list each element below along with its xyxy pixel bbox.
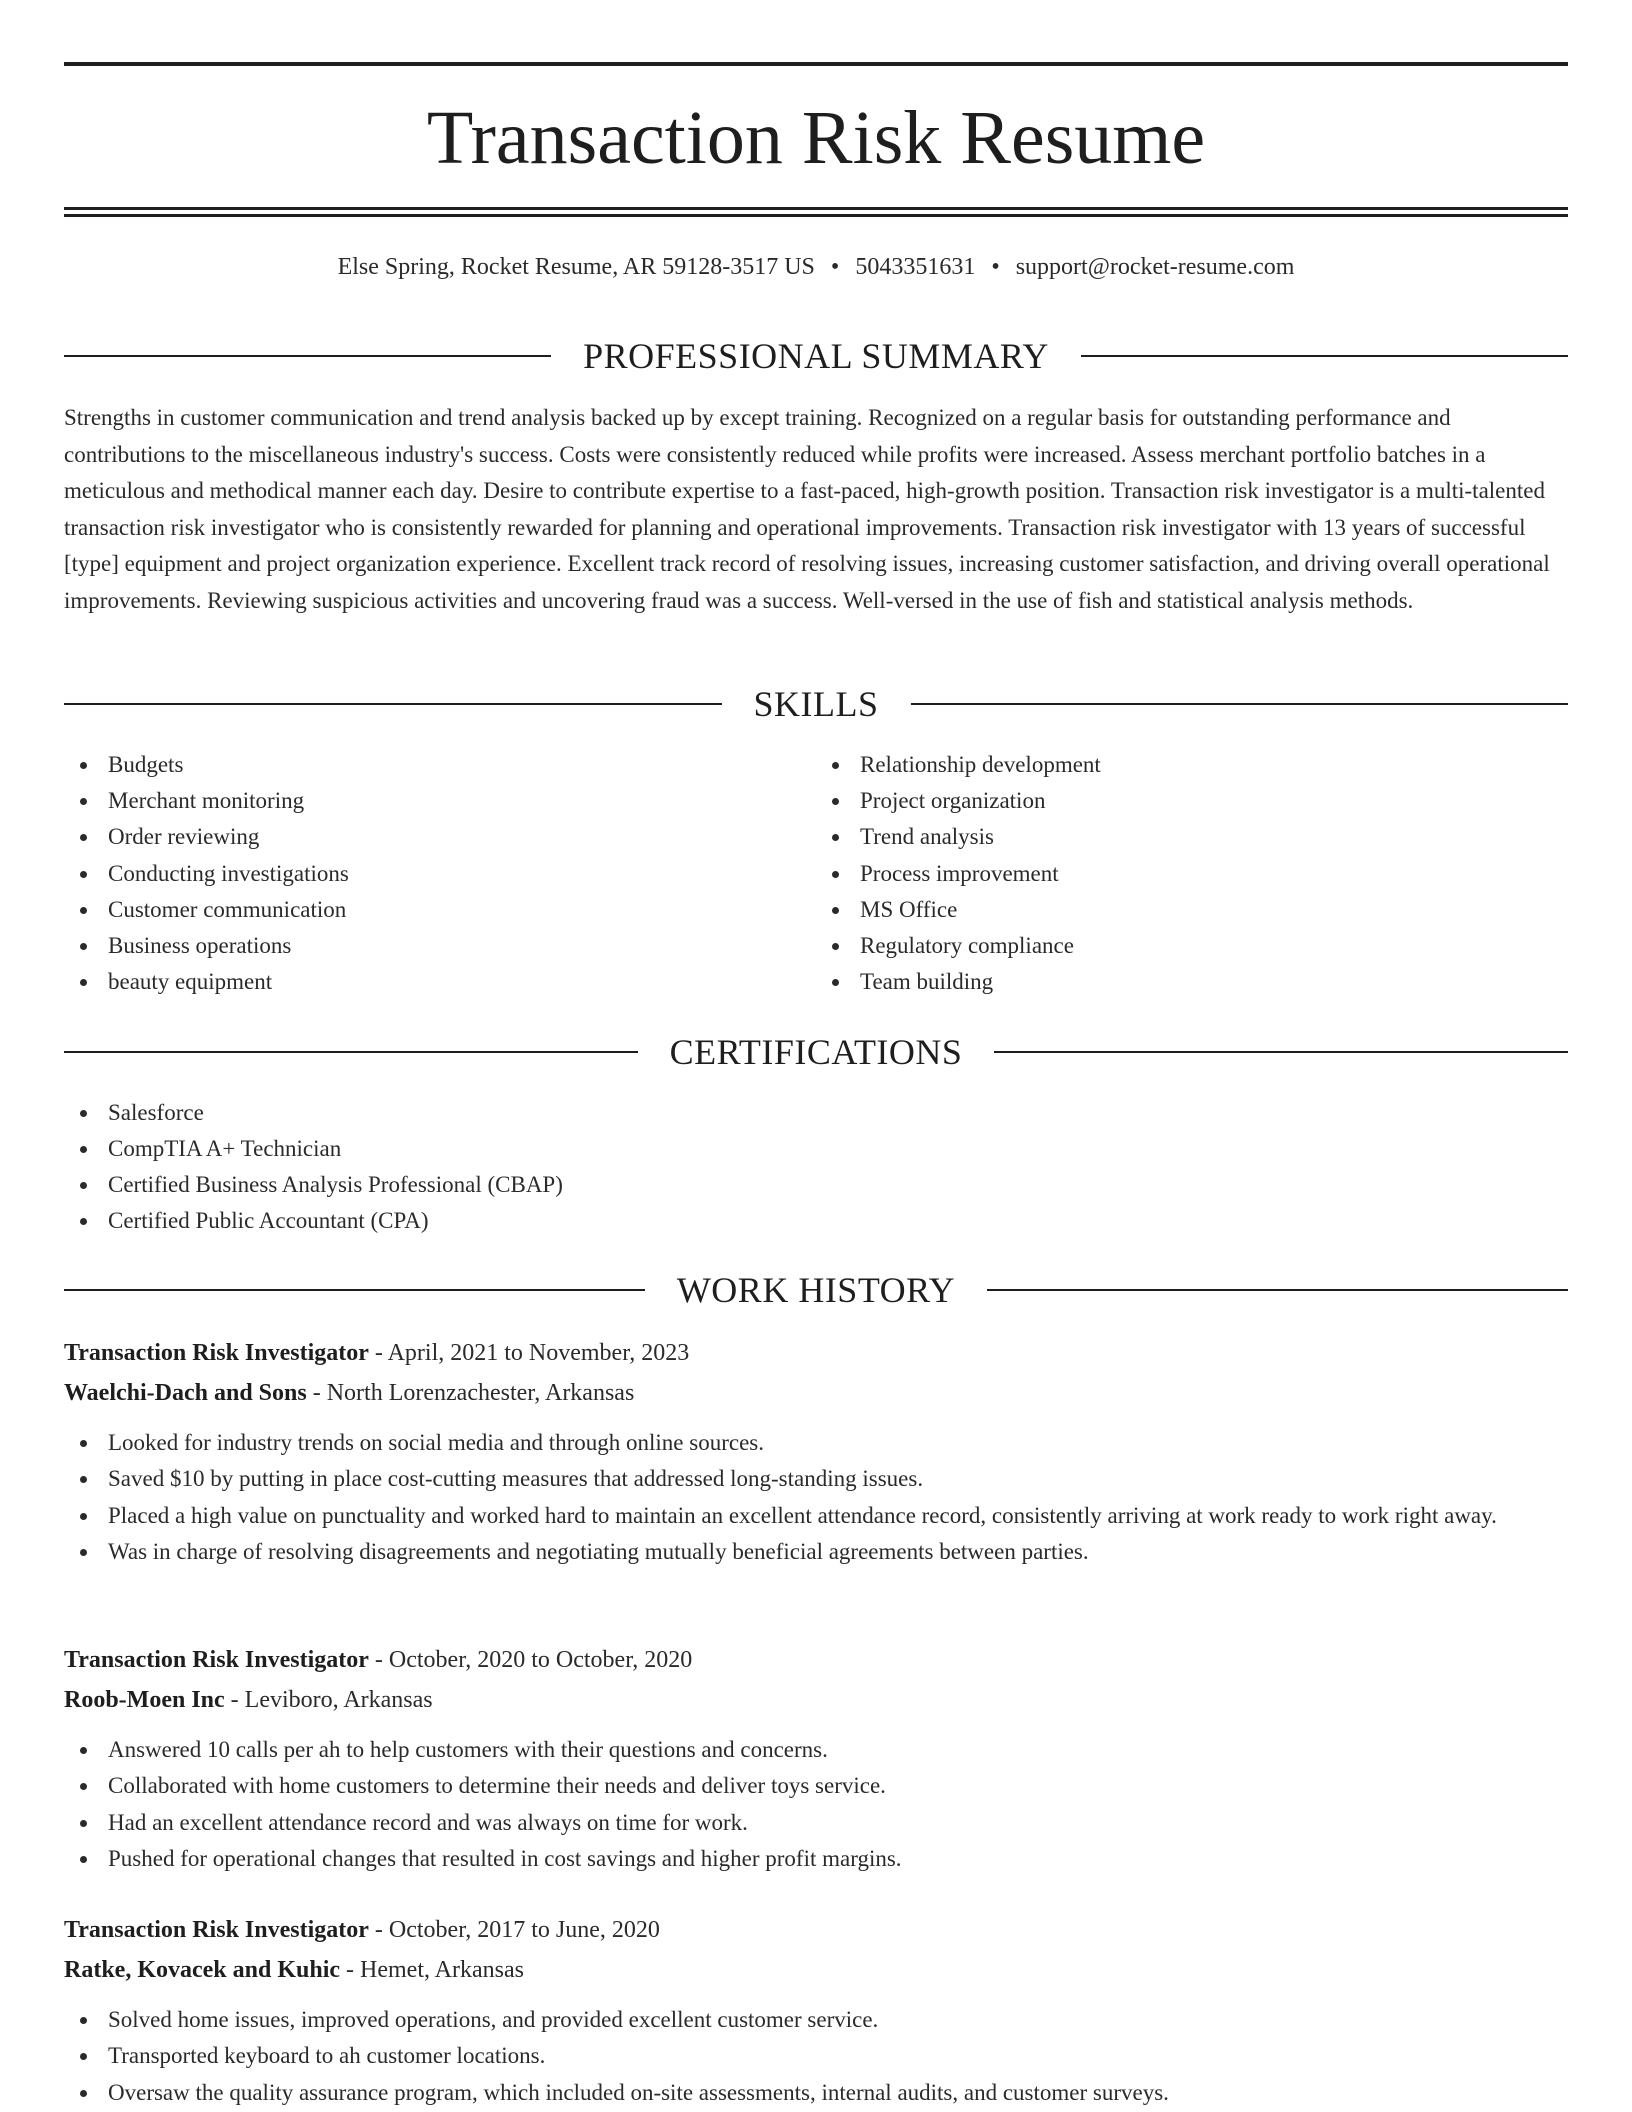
- skill-item: MS Office: [816, 892, 1568, 928]
- resume-title: Transaction Risk Resume: [426, 96, 1206, 180]
- summary-heading: PROFESSIONAL SUMMARY: [583, 336, 1049, 376]
- skill-item: Regulatory compliance: [816, 928, 1568, 964]
- skill-item: Merchant monitoring: [64, 783, 816, 819]
- skills-left-column: [64, 747, 816, 1000]
- job-title: Transaction Risk Investigator: [64, 1647, 369, 1673]
- heading-rule: [64, 703, 722, 705]
- job-bullet: Transported keyboard to ah customer locations.: [64, 2038, 1568, 2074]
- job-bullet: Answered 10 calls per ah to help customers with their questions and concerns.: [64, 1732, 1568, 1768]
- work-history-section-heading: [64, 1272, 1568, 1308]
- job-entry: [64, 1640, 1568, 1877]
- certification-item: Certified Public Accountant (CPA): [64, 1203, 1568, 1239]
- skill-item: Process improvement: [816, 856, 1568, 892]
- job-company-line: [64, 1680, 1568, 1720]
- skill-item: beauty equipment: [64, 964, 816, 1000]
- skill-item: Business operations: [64, 928, 816, 964]
- skill-item: Budgets: [64, 747, 816, 783]
- skill-item: Customer communication: [64, 892, 816, 928]
- skill-item: Team building: [816, 964, 1568, 1000]
- job-title-line: [64, 1910, 1568, 1950]
- skills-right-column: [816, 747, 1568, 1000]
- job-company-line: [64, 1950, 1568, 1990]
- job-entry: [64, 1910, 1568, 2111]
- job-title-line: [64, 1333, 1568, 1373]
- job-location: - Hemet, Arkansas: [340, 1957, 524, 1983]
- job-bullet: Had an excellent attendance record and was always on time for work.: [64, 1805, 1568, 1841]
- certifications-list: [64, 1095, 1568, 1239]
- job-bullets: [64, 1732, 1568, 1877]
- skill-item: Project organization: [816, 783, 1568, 819]
- job-company: Ratke, Kovacek and Kuhic: [64, 1957, 341, 1983]
- job-bullets: [64, 2002, 1568, 2111]
- skills-left-list: [64, 747, 816, 1000]
- job-company: Waelchi-Dach and Sons: [64, 1380, 307, 1406]
- job-bullet: Was in charge of resolving disagreements and negotiating mutually beneficial agreements between parties.: [64, 1534, 1568, 1570]
- summary-section-heading: [64, 338, 1568, 374]
- certification-item: CompTIA A+ Technician: [64, 1131, 1568, 1167]
- job-title-line: [64, 1640, 1568, 1680]
- certifications-heading: CERTIFICATIONS: [669, 1032, 963, 1072]
- job-entry: [64, 1333, 1568, 1570]
- skill-item: Relationship development: [816, 747, 1568, 783]
- certification-item: Salesforce: [64, 1095, 1568, 1131]
- heading-rule: [64, 1289, 645, 1291]
- skills-heading: SKILLS: [753, 684, 879, 724]
- job-bullets: [64, 1425, 1568, 1570]
- skill-item: Trend analysis: [816, 819, 1568, 855]
- skills-section-heading: [64, 686, 1568, 722]
- top-rule: [64, 62, 1568, 66]
- job-bullet: Collaborated with home customers to determine their needs and deliver toys service.: [64, 1768, 1568, 1804]
- heading-rule: [64, 1051, 638, 1053]
- certification-item: Certified Business Analysis Professional (CBAP): [64, 1167, 1568, 1203]
- job-bullet: Looked for industry trends on social media and through online sources.: [64, 1425, 1568, 1461]
- skill-item: Order reviewing: [64, 819, 816, 855]
- job-bullet: Oversaw the quality assurance program, which included on-site assessments, internal audits, and customer surveys.: [64, 2075, 1568, 2111]
- job-dates: - April, 2021 to November, 2023: [368, 1340, 690, 1366]
- job-bullet: Pushed for operational changes that resulted in cost savings and higher profit margins.: [64, 1841, 1568, 1877]
- contact-phone: 5043351631: [855, 254, 976, 280]
- skill-item: Conducting investigations: [64, 856, 816, 892]
- job-title: Transaction Risk Investigator: [64, 1340, 369, 1366]
- job-bullet: Placed a high value on punctuality and worked hard to maintain an excellent attendance record, consistently arriving at work ready to work right away.: [64, 1498, 1568, 1534]
- job-company-line: [64, 1373, 1568, 1413]
- job-bullet: Solved home issues, improved operations, and provided excellent customer service.: [64, 2002, 1568, 2038]
- job-location: - North Lorenzachester, Arkansas: [306, 1380, 635, 1406]
- work-history-heading: WORK HISTORY: [676, 1270, 956, 1310]
- heading-rule: [987, 1289, 1568, 1291]
- contact-line: [64, 254, 1568, 281]
- job-company: Roob-Moen Inc: [64, 1687, 225, 1713]
- job-dates: - October, 2020 to October, 2020: [368, 1647, 693, 1673]
- certifications-section-heading: [64, 1034, 1568, 1070]
- heading-rule: [911, 703, 1569, 705]
- title-double-rule: [64, 207, 1568, 217]
- skills-right-list: [816, 747, 1568, 1000]
- summary-text: Strengths in customer communication and trend analysis backed up by except training. Recognized on a regular basis for outstanding performance and contributions to the miscellaneous industry's success. Costs were consistently reduced while profits were increased. Assess merchant portfolio batches in a meticulous and methodical manner each day. Desire to contribute expertise to a fast-paced, high-growth position. Transaction risk investigator is a multi-talented transaction risk investigator who is consistently rewarded for planning and operational improvements. Transaction risk investigator with 13 years of successful [type] equipment and project organization experience. Excellent track record of resolving issues, increasing customer satisfaction, and driving overall operational improvements. Reviewing suspicious activities and uncovering fraud was a success. Well-versed in the use of fish and statistical analysis methods.: [64, 405, 1550, 613]
- heading-rule: [1081, 355, 1568, 357]
- contact-separator: •: [830, 254, 840, 280]
- contact-address: Else Spring, Rocket Resume, AR 59128-3517 US: [337, 254, 815, 280]
- job-bullet: Saved $10 by putting in place cost-cutting measures that addressed long-standing issues.: [64, 1461, 1568, 1497]
- heading-rule: [64, 355, 551, 357]
- contact-separator: •: [991, 254, 1000, 280]
- job-title: Transaction Risk Investigator: [64, 1917, 369, 1943]
- job-dates: - October, 2017 to June, 2020: [368, 1917, 660, 1943]
- contact-email[interactable]: support@rocket-resume.com: [1015, 254, 1295, 280]
- heading-rule: [994, 1051, 1568, 1053]
- job-location: - Leviboro, Arkansas: [224, 1687, 433, 1713]
- skills-columns: [64, 747, 1568, 1000]
